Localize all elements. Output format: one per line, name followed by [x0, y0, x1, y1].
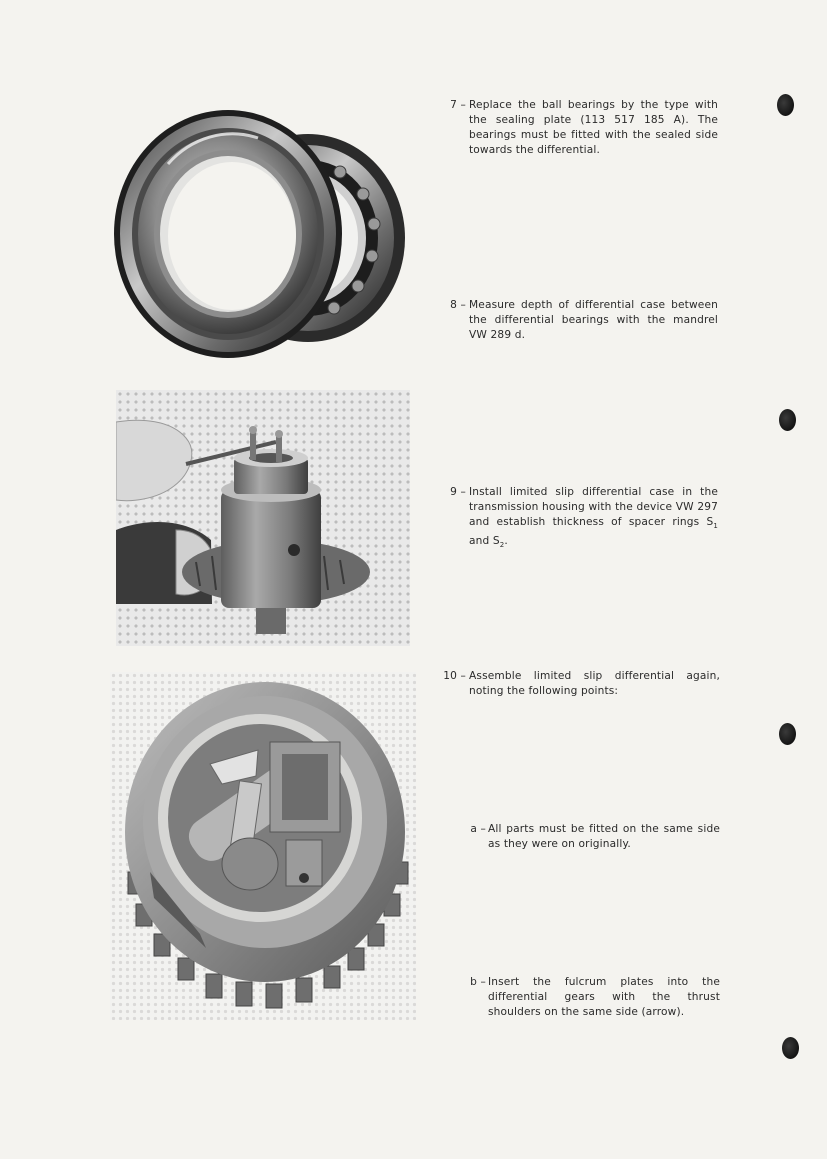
step-text: Insert the fulcrum plates into the differential gears with the thrust shoulders on the same side (arrow).	[488, 976, 720, 1018]
binder-hole	[779, 723, 796, 745]
step-letter: b –	[470, 976, 486, 988]
step-number: 7 –	[450, 99, 466, 111]
binder-hole	[777, 94, 794, 116]
ball-bearings-photo	[108, 104, 413, 366]
differential-gear-with-fulcrum-plates-photo	[110, 672, 416, 1020]
step-number: 9 –	[450, 486, 466, 498]
step-text-part: Install limited slip differential case in the transmission housing with the device VW 297 and establish thickness of spacer rings S	[469, 486, 718, 528]
step-8	[450, 298, 718, 343]
step-number: 10 –	[443, 670, 466, 682]
subscript: 1	[713, 522, 718, 531]
step-text: Measure depth of differential case between the differential bearings with the mandrel VW 289 d.	[469, 299, 718, 341]
step-text	[469, 485, 718, 553]
subscript: 2	[499, 541, 505, 550]
step-10b	[470, 975, 720, 1020]
step-10	[443, 669, 720, 699]
step-10a	[470, 822, 720, 852]
step-9	[450, 485, 718, 553]
step-7	[450, 98, 718, 158]
step-text: Replace the ball bearings by the type with the sealing plate (113 517 185 A). The bearings must be fitted with the sealed side towards the differential.	[469, 99, 718, 156]
step-text: Assemble limited slip differential again, noting the following points:	[469, 670, 720, 697]
step-letter: a –	[470, 823, 486, 835]
step-text-part: .	[504, 535, 508, 548]
step-text: All parts must be fitted on the same side as they were on originally.	[488, 823, 720, 850]
step-text-part: and S	[469, 535, 500, 548]
differential-case-measurement-photo	[116, 390, 410, 646]
binder-hole	[782, 1037, 799, 1059]
binder-hole	[779, 409, 796, 431]
step-number: 8 –	[450, 299, 466, 311]
